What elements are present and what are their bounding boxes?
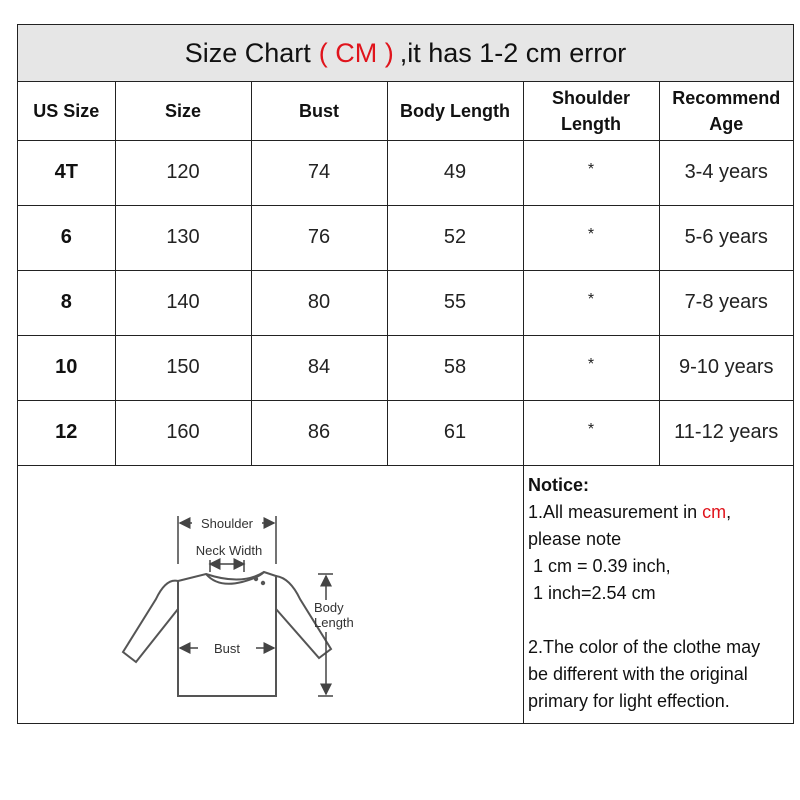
- title-unit: ( CM ): [318, 37, 394, 68]
- cell-shoulder-length: *: [523, 400, 659, 465]
- table-row: [18, 335, 793, 400]
- notice-unit: cm: [702, 502, 727, 522]
- body-length-measure: [318, 574, 333, 696]
- size-chart: [17, 24, 794, 724]
- cell-us-size: 12: [18, 400, 115, 465]
- size-table: [18, 82, 793, 466]
- notice-line-4: 1 inch=2.54 cm: [528, 583, 656, 603]
- notice-gap: [528, 607, 793, 634]
- notice-line-7: primary for light effection.: [528, 691, 730, 711]
- cell-body-length: 58: [387, 335, 523, 400]
- header-bust: Bust: [251, 82, 387, 140]
- notice-line-1-prefix: 1.All measurement in: [528, 502, 703, 522]
- notice-panel: [524, 464, 793, 723]
- cell-us-size: 10: [18, 335, 115, 400]
- cell-bust: 80: [251, 270, 387, 335]
- table-row: [18, 270, 793, 335]
- cell-recommend-age: 7-8 years: [659, 270, 793, 335]
- cell-size: 150: [115, 335, 251, 400]
- cell-shoulder-length: *: [523, 335, 659, 400]
- cell-body-length: 52: [387, 205, 523, 270]
- table-row: [18, 400, 793, 465]
- bottom-section: [18, 464, 793, 723]
- cell-us-size: 4T: [18, 140, 115, 205]
- cell-body-length: 61: [387, 400, 523, 465]
- cell-recommend-age: 11-12 years: [659, 400, 793, 465]
- cell-body-length: 55: [387, 270, 523, 335]
- table-row: [18, 205, 793, 270]
- neck-measure: [210, 560, 244, 572]
- notice-heading: Notice:: [528, 475, 590, 495]
- notice-line-1: [528, 499, 793, 526]
- body-label-line2: Length: [314, 615, 354, 630]
- cell-bust: 76: [251, 205, 387, 270]
- table-row: [18, 140, 793, 205]
- title-suffix: ,it has 1-2 cm error: [399, 37, 627, 68]
- header-body-length: Body Length: [387, 82, 523, 140]
- cell-shoulder-length: *: [523, 270, 659, 335]
- title-prefix: Size Chart: [184, 37, 311, 68]
- chart-title: [18, 25, 793, 82]
- notice-line-2: please note: [528, 529, 622, 549]
- cell-recommend-age: 5-6 years: [659, 205, 793, 270]
- header-shoulder-length: Shoulder Length: [523, 82, 659, 140]
- table-header-row: [18, 82, 793, 140]
- shirt-outline: [123, 572, 331, 696]
- cell-bust: 84: [251, 335, 387, 400]
- cell-bust: 86: [251, 400, 387, 465]
- header-recommend-age: Recommend Age: [659, 82, 793, 140]
- cell-us-size: 6: [18, 205, 115, 270]
- header-us-size: US Size: [18, 82, 115, 140]
- cell-bust: 74: [251, 140, 387, 205]
- cell-size: 120: [115, 140, 251, 205]
- cell-shoulder-length: *: [523, 205, 659, 270]
- cell-body-length: 49: [387, 140, 523, 205]
- notice-line-5: 2.The color of the clothe may: [528, 637, 761, 657]
- cell-size: 140: [115, 270, 251, 335]
- cell-shoulder-length: *: [523, 140, 659, 205]
- cell-us-size: 8: [18, 270, 115, 335]
- header-size: Size: [115, 82, 251, 140]
- cell-size: 130: [115, 205, 251, 270]
- cell-recommend-age: 9-10 years: [659, 335, 793, 400]
- measurement-diagram: [18, 464, 524, 723]
- bust-label: Bust: [213, 641, 241, 656]
- notice-line-1-suffix: ,: [726, 502, 732, 522]
- notice-line-6: be different with the original: [528, 664, 748, 684]
- shoulder-label: Shoulder: [200, 516, 254, 531]
- shirt-diagram: [18, 464, 523, 723]
- cell-recommend-age: 3-4 years: [659, 140, 793, 205]
- cell-size: 160: [115, 400, 251, 465]
- neck-label: Neck Width: [195, 543, 263, 558]
- body-label-line1: Body: [314, 600, 344, 615]
- notice-line-3: 1 cm = 0.39 inch,: [528, 556, 671, 576]
